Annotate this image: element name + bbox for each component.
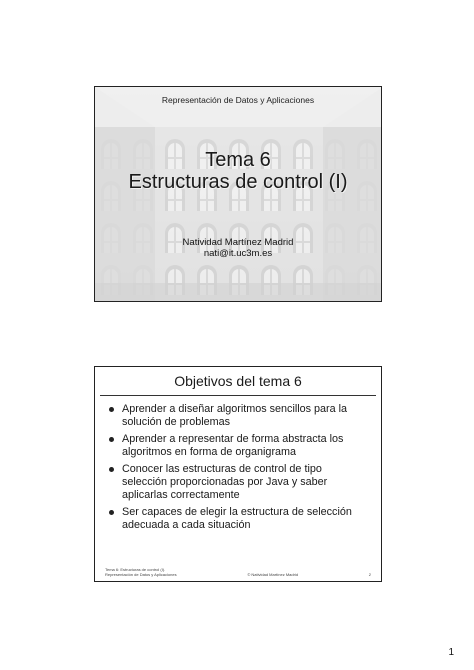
title-line-1: Tema 6 (205, 149, 271, 171)
footer-copyright: © Natividad Martínez Madrid (247, 572, 299, 577)
bullet-icon (109, 407, 114, 412)
bullet-icon (109, 437, 114, 442)
slide-title (95, 149, 381, 193)
title-divider (100, 395, 376, 396)
list-item-text: Conocer las estructuras de control de tipo selección proporcionadas por Java y saber aplicarlas correctamente (122, 463, 328, 501)
title-line-2: Estructuras de control (I) (128, 171, 348, 193)
slide-title: Objetivos del tema 6 (174, 373, 302, 389)
list-item (109, 506, 365, 531)
footer-left (105, 567, 177, 577)
objectives-slide (94, 366, 382, 582)
list-item-text: Aprender a representar de forma abstracta los algoritmos en forma de organigrama (122, 433, 344, 458)
list-item-text: Aprender a diseñar algoritmos sencillos para la solución de problemas (122, 403, 348, 428)
bullet-icon (109, 510, 114, 515)
objectives-list (109, 403, 365, 536)
list-item (109, 463, 365, 501)
footer-topic: Tema 6: Estructuras de control (I). (105, 567, 166, 572)
page-number: 1 (448, 647, 454, 658)
footer-course: Representación de Datos y Aplicaciones (105, 572, 177, 577)
author-name: Natividad Martínez Madrid (182, 237, 294, 248)
title-slide (94, 86, 382, 302)
bullet-icon (109, 467, 114, 472)
course-header: Representación de Datos y Aplicaciones (161, 95, 315, 105)
footer-slide-number: 2 (368, 572, 371, 577)
list-item (109, 433, 365, 458)
slide-footer (105, 567, 371, 577)
author-email: nati@it.uc3m.es (203, 248, 273, 259)
list-item (109, 403, 365, 428)
list-item-text: Ser capaces de elegir la estructura de selección adecuada a cada situación (122, 506, 352, 531)
author-block (95, 237, 381, 259)
building-courtyard-photo (95, 87, 382, 302)
